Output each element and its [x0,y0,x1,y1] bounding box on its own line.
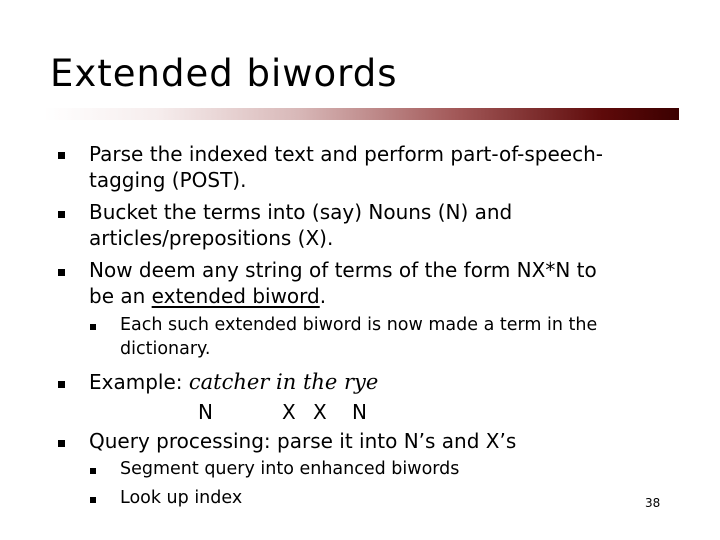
bullet-3-line-2 [89,284,326,308]
bullet-1-line-2: tagging (POST). [89,168,247,192]
sub-bullet-marker [90,468,96,474]
bullet-3-sub-line-1: Each such extended biword is now made a term in the [120,315,598,335]
bullet-4-line [89,370,378,394]
bullet-2-line-1: Bucket the terms into (say) Nouns (N) and [89,200,513,224]
bullet-5-sub-2: Look up index [120,488,243,508]
bullet-3-line-1: Now deem any string of terms of the form NX*N to [89,258,597,282]
pos-tag-in: X [282,400,296,424]
bullet-marker [58,381,65,388]
bullet-1-line-1: Parse the indexed text and perform part-of-speech- [89,142,604,166]
bullet-3-suffix: . [319,284,327,308]
page-number: 38 [645,496,661,510]
bullet-3-sub-line-2: dictionary. [120,339,211,359]
pos-tag-rye: N [352,400,367,424]
bullet-5-sub-1: Segment query into enhanced biwords [120,459,460,479]
sub-bullet-marker [90,324,96,330]
pos-tag-the: X [313,400,327,424]
title-divider [44,108,679,120]
bullet-marker [58,152,65,159]
bullet-2-line-2: articles/prepositions (X). [89,226,334,250]
extended-biword-term: extended biword [151,284,320,308]
bullet-marker [58,211,65,218]
bullet-5-line: Query processing: parse it into N’s and X’s [89,429,517,453]
slide-title: Extended biwords [50,52,398,95]
sub-bullet-marker [90,497,96,503]
example-phrase: catcher in the rye [188,370,379,394]
example-label: Example: [89,370,189,394]
pos-tag-catcher: N [198,400,213,424]
bullet-3-prefix: be an [89,284,152,308]
bullet-marker [58,269,65,276]
bullet-marker [58,440,65,447]
